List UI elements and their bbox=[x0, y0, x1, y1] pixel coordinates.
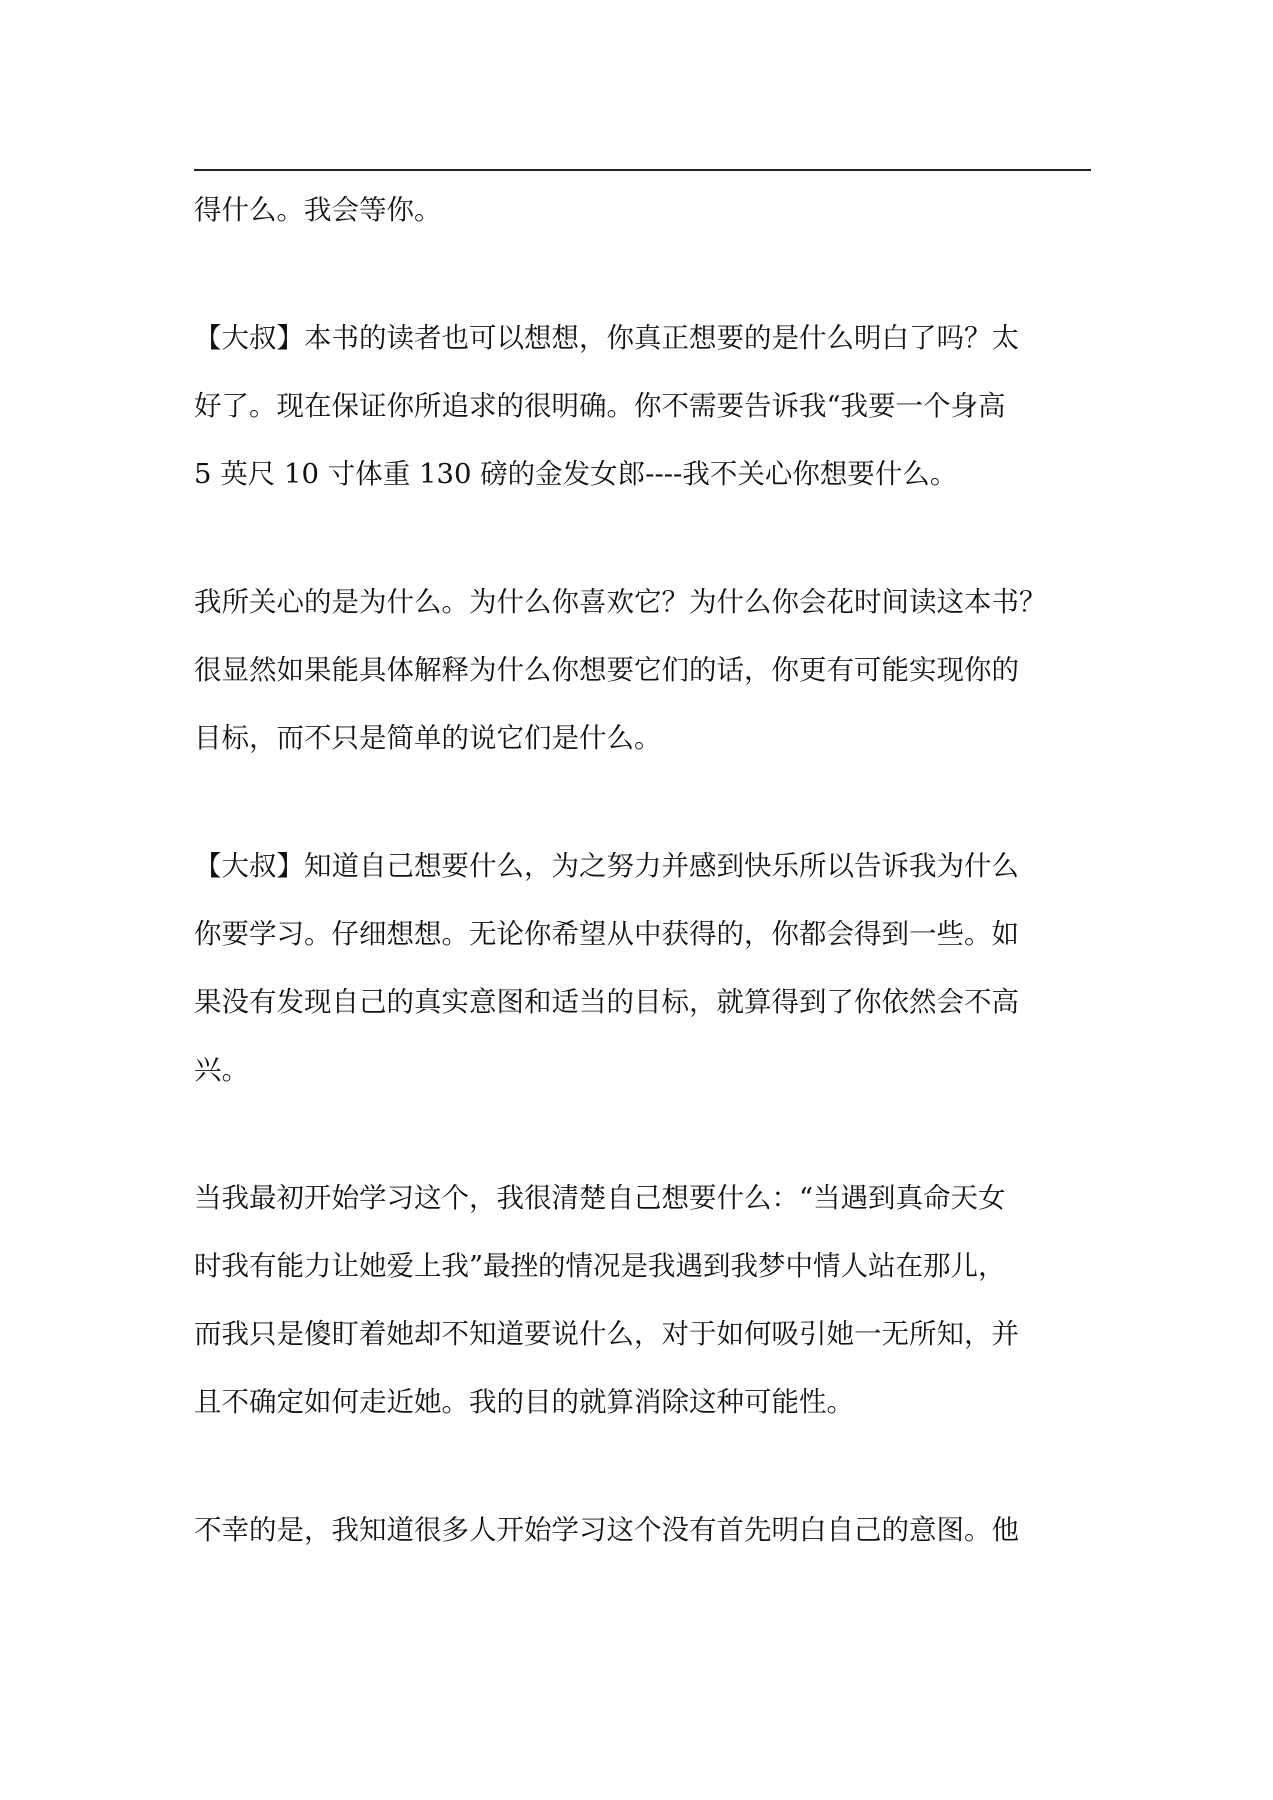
paragraph bbox=[194, 1505, 1091, 1573]
text-line: 5 英尺 10 寸体重 130 磅的金发女郎----我不关心你想要什么。 bbox=[194, 458, 958, 490]
header-rule bbox=[194, 169, 1091, 171]
text-line: 而我只是傻盯着她却不知道要说什么，对于如何吸引她一无所知，并 bbox=[194, 1318, 1019, 1350]
text-line: 且不确定如何走近她。我的目的就算消除这种可能性。 bbox=[194, 1386, 854, 1418]
text-line: 你要学习。仔细想想。无论你希望从中获得的，你都会得到一些。如 bbox=[194, 918, 1019, 950]
text-body bbox=[194, 185, 1091, 1573]
paragraph bbox=[194, 185, 1091, 253]
text-line: 很显然如果能具体解释为什么你想要它们的话，你更有可能实现你的 bbox=[194, 654, 1019, 686]
text-line: 我所关心的是为什么。为什么你喜欢它？为什么你会花时间读这本书？ bbox=[194, 586, 1047, 618]
paragraph bbox=[194, 313, 1091, 517]
paragraph bbox=[194, 841, 1091, 1113]
paragraph bbox=[194, 577, 1091, 781]
text-line: 【大叔】知道自己想要什么，为之努力并感到快乐所以告诉我为什么 bbox=[194, 850, 1019, 882]
text-line: 【大叔】本书的读者也可以想想，你真正想要的是什么明白了吗？太 bbox=[194, 322, 1019, 354]
text-line: 目标，而不只是简单的说它们是什么。 bbox=[194, 722, 662, 754]
text-line: 时我有能力让她爱上我”最挫的情况是我遇到我梦中情人站在那儿， bbox=[194, 1250, 1006, 1282]
text-line: 兴。 bbox=[194, 1054, 249, 1086]
text-line: 不幸的是，我知道很多人开始学习这个没有首先明白自己的意图。他 bbox=[194, 1514, 1019, 1546]
paragraph bbox=[194, 1173, 1091, 1445]
text-line: 得什么。我会等你。 bbox=[194, 194, 442, 226]
text-line: 果没有发现自己的真实意图和适当的目标，就算得到了你依然会不高 bbox=[194, 986, 1019, 1018]
text-line: 好了。现在保证你所追求的很明确。你不需要告诉我“我要一个身高 bbox=[194, 390, 1006, 422]
text-line: 当我最初开始学习这个，我很清楚自己想要什么：“当遇到真命天女 bbox=[194, 1182, 1006, 1214]
